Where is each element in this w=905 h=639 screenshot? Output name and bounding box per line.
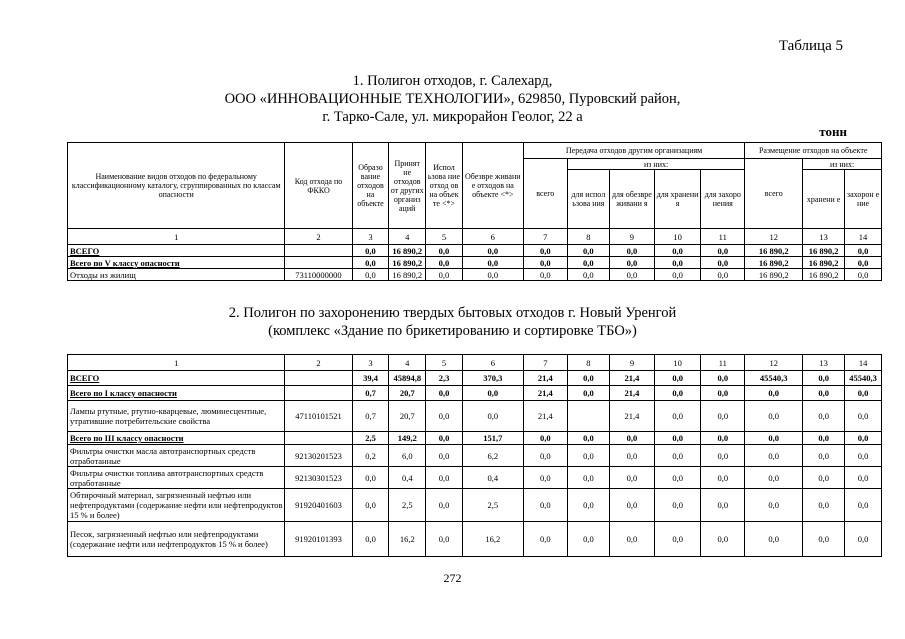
value-cell: 0,0	[462, 245, 523, 257]
value-cell: 0,0	[567, 386, 609, 401]
column-number: 14	[845, 229, 882, 245]
value-cell: 0,4	[389, 467, 426, 489]
waste-code: 91920401603	[285, 489, 352, 522]
value-cell: 0,0	[426, 522, 463, 557]
waste-name: Всего по III классу опасности	[68, 432, 285, 445]
value-cell: 0,0	[426, 401, 463, 432]
value-cell: 6,2	[462, 445, 523, 467]
value-cell: 0,0	[701, 445, 745, 467]
column-number: 9	[609, 229, 654, 245]
column-number: 10	[654, 229, 700, 245]
table-row	[68, 269, 882, 281]
value-cell: 0,0	[803, 522, 845, 557]
value-cell: 149,2	[389, 432, 426, 445]
value-cell: 0,0	[654, 245, 700, 257]
header-transfer-use: для испол ьзова ния	[567, 170, 609, 229]
value-cell: 0,0	[426, 467, 463, 489]
value-cell: 0,0	[523, 445, 567, 467]
section1-title-line2: ООО «ИННОВАЦИОННЫЕ ТЕХНОЛОГИИ», 629850, Пуровский район,	[224, 91, 681, 107]
header-placement-bury: захорон е ние	[845, 170, 882, 229]
column-number: 10	[655, 355, 701, 371]
value-cell: 0,0	[567, 245, 609, 257]
column-number: 3	[352, 229, 389, 245]
section2-title-line2: (комплекс «Здание по брикетированию и сортировке ТБО»)	[268, 323, 637, 339]
waste-code: 73110000000	[285, 269, 352, 281]
value-cell: 0,0	[567, 257, 609, 269]
value-cell: 0,0	[745, 489, 803, 522]
header-transfer-bury: для захоро нения	[701, 170, 745, 229]
table-row	[68, 257, 882, 269]
value-cell: 0,0	[352, 257, 389, 269]
header-transfer-total: всего	[523, 159, 567, 229]
unit-label: тонн	[819, 124, 847, 139]
header-placement-store: хранени е	[803, 170, 845, 229]
value-cell: 0,0	[655, 489, 701, 522]
value-cell: 0,0	[845, 522, 882, 557]
value-cell: 0,0	[567, 269, 609, 281]
value-cell: 0,0	[845, 269, 882, 281]
value-cell: 21,4	[609, 401, 654, 432]
value-cell: 2,5	[389, 489, 426, 522]
value-cell: 0,0	[523, 269, 567, 281]
waste-name: Всего по V классу опасности	[68, 257, 285, 269]
table-label: Таблица 5	[778, 38, 843, 54]
value-cell: 0,0	[655, 371, 701, 386]
waste-name: Отходы из жилищ	[68, 269, 285, 281]
table-row	[68, 371, 882, 386]
column-numbers-row	[68, 229, 882, 245]
column-number: 8	[567, 355, 609, 371]
value-cell: 0,0	[426, 489, 463, 522]
value-cell: 0,0	[352, 245, 389, 257]
waste-code	[285, 371, 352, 386]
value-cell: 0,0	[701, 269, 745, 281]
header-received: Принят не отходов от других организ аций	[389, 143, 426, 229]
value-cell: 0,0	[654, 269, 700, 281]
value-cell: 0,0	[352, 467, 389, 489]
value-cell: 0,0	[462, 401, 523, 432]
value-cell: 0,0	[701, 371, 745, 386]
value-cell: 21,4	[609, 386, 654, 401]
waste-name: Песок, загрязненный нефтью или нефтепродуктами (содержание нефти или нефтепродуктов 15 % и более)	[68, 522, 285, 557]
value-cell: 16 890,2	[803, 257, 845, 269]
column-numbers-row	[68, 355, 882, 371]
value-cell: 0,0	[462, 269, 523, 281]
value-cell: 45540,3	[745, 371, 803, 386]
value-cell: 0,7	[352, 386, 389, 401]
value-cell: 0,0	[745, 522, 803, 557]
value-cell: 0,0	[655, 467, 701, 489]
table-polygon-salekhard	[67, 142, 882, 281]
value-cell: 21,4	[523, 401, 567, 432]
value-cell	[567, 401, 609, 432]
waste-name: Обтирочный материал, загрязненный нефтью или нефтепродуктами (содержание нефти или нефтепродуктов 15 % и более)	[68, 489, 285, 522]
header-code: Код отхода по ФККО	[285, 143, 352, 229]
waste-code	[285, 245, 352, 257]
header-placement-total: всего	[745, 159, 803, 229]
header-transfer-store: для хранени я	[654, 170, 700, 229]
value-cell: 151,7	[462, 432, 523, 445]
table-row	[68, 489, 882, 522]
column-number: 7	[523, 229, 567, 245]
value-cell: 0,0	[609, 489, 654, 522]
value-cell: 0,0	[567, 522, 609, 557]
value-cell: 0,0	[845, 257, 882, 269]
value-cell: 0,0	[845, 401, 882, 432]
value-cell: 21,4	[609, 371, 654, 386]
waste-code: 92130201523	[285, 445, 352, 467]
header-used: Испол ьзова ние отход ов на объек те <*>	[426, 143, 463, 229]
waste-code	[285, 432, 352, 445]
value-cell: 0,0	[523, 432, 567, 445]
value-cell: 0,0	[567, 371, 609, 386]
waste-code: 47110101521	[285, 401, 352, 432]
value-cell: 21,4	[523, 386, 567, 401]
table-row	[68, 445, 882, 467]
column-number: 3	[352, 355, 389, 371]
value-cell: 0,0	[845, 432, 882, 445]
value-cell: 0,0	[352, 269, 389, 281]
header-formed: Образо вание отходов на объекте	[352, 143, 389, 229]
column-number: 13	[803, 355, 845, 371]
column-number: 1	[68, 355, 285, 371]
value-cell: 0,0	[745, 401, 803, 432]
waste-name: Фильтры очистки масла автотранспортных средств отработанные	[68, 445, 285, 467]
value-cell: 16 890,2	[803, 245, 845, 257]
column-number: 2	[285, 229, 352, 245]
value-cell: 0,0	[523, 489, 567, 522]
table-polygon-novy-urengoy	[67, 354, 882, 557]
column-number: 5	[426, 229, 463, 245]
value-cell: 0,0	[523, 522, 567, 557]
value-cell: 0,0	[701, 467, 745, 489]
value-cell: 0,0	[803, 467, 845, 489]
value-cell: 45894,8	[389, 371, 426, 386]
value-cell: 0,0	[609, 445, 654, 467]
column-number: 7	[523, 355, 567, 371]
value-cell: 16 890,2	[389, 269, 426, 281]
value-cell: 16 890,2	[803, 269, 845, 281]
value-cell: 0,0	[745, 386, 803, 401]
table-row	[68, 432, 882, 445]
value-cell: 0,0	[426, 445, 463, 467]
header-transfer-of-them: из них:	[567, 159, 745, 170]
value-cell: 16 890,2	[745, 269, 803, 281]
header-placement: Размещение отходов на объекте	[745, 143, 882, 159]
value-cell: 0,0	[567, 467, 609, 489]
value-cell: 0,0	[609, 432, 654, 445]
value-cell: 45540,3	[845, 371, 882, 386]
value-cell: 0,0	[701, 489, 745, 522]
value-cell: 0,0	[803, 432, 845, 445]
value-cell: 39,4	[352, 371, 389, 386]
value-cell: 0,0	[523, 257, 567, 269]
value-cell: 0,0	[523, 467, 567, 489]
value-cell: 16 890,2	[389, 245, 426, 257]
column-number: 13	[803, 229, 845, 245]
value-cell: 0,0	[845, 489, 882, 522]
value-cell: 2,5	[352, 432, 389, 445]
value-cell: 0,0	[567, 489, 609, 522]
value-cell: 0,2	[352, 445, 389, 467]
header-transfer: Передача отходов другим организациям	[523, 143, 745, 159]
value-cell: 0,0	[655, 401, 701, 432]
value-cell: 0,0	[567, 432, 609, 445]
column-number: 11	[701, 355, 745, 371]
value-cell: 16 890,2	[745, 245, 803, 257]
waste-code	[285, 257, 352, 269]
value-cell: 0,0	[655, 445, 701, 467]
value-cell: 0,0	[701, 257, 745, 269]
column-number: 11	[701, 229, 745, 245]
value-cell: 0,0	[701, 432, 745, 445]
value-cell: 0,0	[426, 386, 463, 401]
value-cell: 0,0	[845, 467, 882, 489]
column-number: 4	[389, 229, 426, 245]
value-cell: 0,0	[523, 245, 567, 257]
value-cell: 370,3	[462, 371, 523, 386]
value-cell: 0,0	[701, 245, 745, 257]
value-cell: 16,2	[389, 522, 426, 557]
table-row	[68, 522, 882, 557]
table-row	[68, 386, 882, 401]
value-cell: 0,0	[803, 386, 845, 401]
value-cell: 0,4	[462, 467, 523, 489]
value-cell: 0,0	[745, 467, 803, 489]
value-cell: 0,0	[426, 269, 463, 281]
value-cell: 0,0	[845, 386, 882, 401]
header-name: Наименование видов отходов по федеральному классификационному каталогу, сгруппированных по классам опасности	[68, 143, 285, 229]
waste-name: ВСЕГО	[68, 245, 285, 257]
value-cell: 2,3	[426, 371, 463, 386]
column-number: 6	[462, 229, 523, 245]
value-cell: 0,0	[426, 257, 463, 269]
value-cell: 0,0	[609, 269, 654, 281]
value-cell: 0,0	[745, 445, 803, 467]
waste-name: Лампы ртутные, ртутно-кварцевые, люминесцентные, утратившие потребительские свойства	[68, 401, 285, 432]
waste-name: Всего по I классу опасности	[68, 386, 285, 401]
header-transfer-neutralize: для обезвре живани я	[609, 170, 654, 229]
table-row	[68, 245, 882, 257]
value-cell: 0,0	[352, 489, 389, 522]
value-cell: 0,0	[745, 432, 803, 445]
column-number: 4	[389, 355, 426, 371]
column-number: 14	[845, 355, 882, 371]
value-cell: 16 890,2	[745, 257, 803, 269]
value-cell: 0,0	[701, 401, 745, 432]
value-cell: 0,0	[701, 386, 745, 401]
value-cell: 0,0	[803, 371, 845, 386]
table-row	[68, 467, 882, 489]
page-number: 272	[443, 571, 462, 585]
value-cell: 20,7	[389, 401, 426, 432]
value-cell: 0,0	[803, 489, 845, 522]
header-placement-of-them: из них:	[803, 159, 882, 170]
value-cell: 21,4	[523, 371, 567, 386]
value-cell: 0,0	[803, 401, 845, 432]
value-cell: 0,0	[462, 257, 523, 269]
column-number: 5	[426, 355, 463, 371]
value-cell: 16 890,2	[389, 257, 426, 269]
value-cell: 6,0	[389, 445, 426, 467]
waste-name: ВСЕГО	[68, 371, 285, 386]
value-cell: 0,0	[352, 522, 389, 557]
section1-title-line3: г. Тарко-Сале, ул. микрорайон Геолог, 22 а	[322, 109, 583, 125]
waste-name: Фильтры очистки топлива автотранспортных средств отработанные	[68, 467, 285, 489]
column-number: 6	[462, 355, 523, 371]
header-neutralized: Обезвре живани е отходов на объекте <*>	[462, 143, 523, 229]
waste-code: 91920101393	[285, 522, 352, 557]
value-cell: 0,0	[609, 467, 654, 489]
value-cell: 0,0	[701, 522, 745, 557]
table-row	[68, 401, 882, 432]
value-cell: 0,0	[655, 522, 701, 557]
value-cell: 2,5	[462, 489, 523, 522]
column-number: 12	[745, 355, 803, 371]
value-cell: 0,0	[803, 445, 845, 467]
value-cell: 0,0	[609, 245, 654, 257]
value-cell: 0,0	[609, 257, 654, 269]
value-cell: 0,0	[654, 257, 700, 269]
value-cell: 0,0	[845, 445, 882, 467]
value-cell: 0,0	[845, 245, 882, 257]
section1-title-line1: 1. Полигон отходов, г. Салехард,	[352, 73, 553, 89]
value-cell: 0,0	[462, 386, 523, 401]
value-cell: 0,0	[655, 432, 701, 445]
value-cell: 0,7	[352, 401, 389, 432]
column-number: 2	[285, 355, 352, 371]
section2-title-line1: 2. Полигон по захоронению твердых бытовых отходов г. Новый Уренгой	[228, 305, 677, 321]
value-cell: 0,0	[426, 432, 463, 445]
column-number: 1	[68, 229, 285, 245]
value-cell: 0,0	[609, 522, 654, 557]
waste-code: 92130301523	[285, 467, 352, 489]
column-number: 8	[567, 229, 609, 245]
column-number: 9	[609, 355, 654, 371]
value-cell: 0,0	[655, 386, 701, 401]
value-cell: 20,7	[389, 386, 426, 401]
waste-code	[285, 386, 352, 401]
column-number: 12	[745, 229, 803, 245]
value-cell: 0,0	[426, 245, 463, 257]
value-cell: 16,2	[462, 522, 523, 557]
value-cell: 0,0	[567, 445, 609, 467]
